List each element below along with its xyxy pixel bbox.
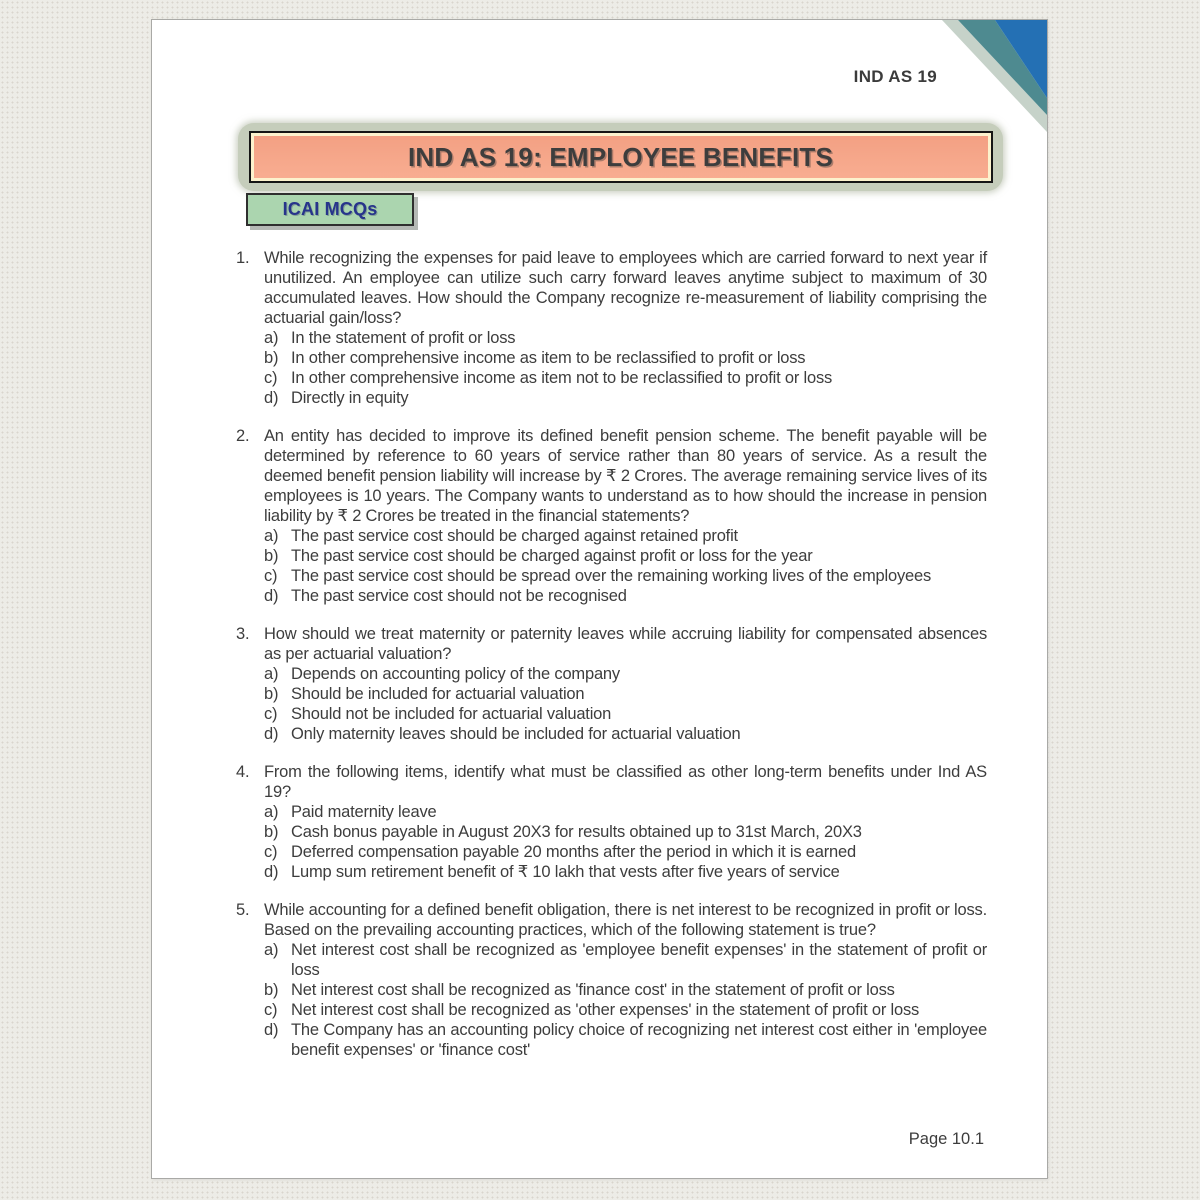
option-item (264, 822, 987, 842)
page-sheet (151, 19, 1048, 1179)
option-letter: b) (264, 349, 279, 367)
option-text: Cash bonus payable in August 20X3 for results obtained up to 31st March, 20X3 (291, 823, 862, 841)
option-letter: a) (264, 665, 279, 683)
page-title: IND AS 19: EMPLOYEE BENEFITS (407, 141, 834, 172)
option-text: Depends on accounting policy of the company (291, 665, 620, 683)
option-item (264, 842, 987, 862)
option-letter: a) (264, 527, 279, 545)
question-number: 2. (236, 427, 250, 445)
option-letter: a) (264, 329, 279, 347)
option-letter: c) (264, 369, 278, 387)
option-letter: c) (264, 567, 278, 585)
option-letter: b) (264, 547, 279, 565)
option-letter: c) (264, 843, 278, 861)
question-text: From the following items, identify what must be classified as other long-term benefits under Ind AS 19? (264, 763, 987, 801)
option-letter: c) (264, 705, 278, 723)
option-letter: b) (264, 685, 279, 703)
question-text: An entity has decided to improve its defined benefit pension scheme. The benefit payable will be determined by reference to 60 years of service rather than 80 years of service. As a result the deemed benefit pension liability will increase by ₹ 2 Crores. The average remaining service lives of its employees is 10 years. The Company wants to understand as to how should the increase in pension liability by ₹ 2 Crores be treated in the financial statements? (264, 427, 987, 525)
title-banner-fill (251, 133, 991, 181)
option-letter: c) (264, 1001, 278, 1019)
option-item (264, 388, 987, 408)
option-item (264, 724, 987, 744)
icai-mcqs-badge (246, 193, 414, 226)
option-text: Lump sum retirement benefit of ₹ 10 lakh that vests after five years of service (291, 863, 840, 881)
options-list (264, 328, 987, 408)
option-letter: a) (264, 803, 279, 821)
option-item (264, 940, 987, 980)
option-item (264, 1000, 987, 1020)
option-item (264, 980, 987, 1000)
option-text: Net interest cost shall be recognized as 'finance cost' in the statement of profit or loss (291, 981, 895, 999)
title-banner-frame (249, 131, 993, 183)
options-list (264, 940, 987, 1060)
option-text: The past service cost should be charged against retained profit (291, 527, 738, 545)
option-item (264, 704, 987, 724)
question-item (236, 762, 987, 882)
option-letter: d) (264, 389, 279, 407)
option-letter: d) (264, 1021, 279, 1039)
badge-label: ICAI MCQs (282, 199, 378, 219)
options-list (264, 526, 987, 606)
option-item (264, 586, 987, 606)
corner-decoration (927, 20, 1047, 140)
question-text: While accounting for a defined benefit obligation, there is net interest to be recognized in profit or loss. Based on the prevailing accounting practices, which of the following statement is true? (264, 901, 987, 939)
option-text: In other comprehensive income as item to be reclassified to profit or loss (291, 349, 806, 367)
questions-list (236, 248, 987, 1078)
option-item (264, 1020, 987, 1060)
question-item (236, 248, 987, 408)
option-text: Directly in equity (291, 389, 409, 407)
option-text: Only maternity leaves should be included for actuarial valuation (291, 725, 741, 743)
option-item (264, 368, 987, 388)
option-text: The past service cost should be spread over the remaining working lives of the employees (291, 567, 931, 585)
option-text: Should not be included for actuarial valuation (291, 705, 612, 723)
option-text: Deferred compensation payable 20 months after the period in which it is earned (291, 843, 856, 861)
options-list (264, 664, 987, 744)
question-text: How should we treat maternity or paternity leaves while accruing liability for compensated absences as per actuarial valuation? (264, 625, 987, 663)
option-item (264, 802, 987, 822)
option-item (264, 664, 987, 684)
option-letter: b) (264, 981, 279, 999)
question-item (236, 624, 987, 744)
option-text: The past service cost should not be recognised (291, 587, 627, 605)
title-banner (238, 123, 1003, 191)
option-item (264, 328, 987, 348)
question-number: 1. (236, 249, 250, 267)
option-item (264, 526, 987, 546)
option-letter: d) (264, 863, 279, 881)
question-number: 5. (236, 901, 250, 919)
option-text: In the statement of profit or loss (291, 329, 516, 347)
question-number: 4. (236, 763, 250, 781)
options-list (264, 802, 987, 882)
option-item (264, 684, 987, 704)
question-number: 3. (236, 625, 250, 643)
header-label: IND AS 19 (853, 67, 937, 86)
question-text: While recognizing the expenses for paid leave to employees which are carried forward to next year if unutilized. An employee can utilize such carry forward leaves anytime subject to maximum of 30 accumulated leaves. How should the Company recognize re-measurement of liability comprising the actuarial gain/loss? (264, 249, 987, 327)
option-letter: d) (264, 725, 279, 743)
option-item (264, 566, 987, 586)
option-letter: b) (264, 823, 279, 841)
option-letter: d) (264, 587, 279, 605)
option-text: Paid maternity leave (291, 803, 437, 821)
option-text: Should be included for actuarial valuation (291, 685, 585, 703)
option-item (264, 546, 987, 566)
question-item (236, 426, 987, 606)
question-item (236, 900, 987, 1060)
option-text: The past service cost should be charged against profit or loss for the year (291, 547, 813, 565)
option-item (264, 348, 987, 368)
option-text: In other comprehensive income as item not to be reclassified to profit or loss (291, 369, 833, 387)
option-item (264, 862, 987, 882)
footer-page-number: Page 10.1 (908, 1130, 984, 1148)
option-text: Net interest cost shall be recognized as 'employee benefit expenses' in the statement of profit or loss (291, 941, 987, 979)
option-letter: a) (264, 941, 279, 959)
option-text: Net interest cost shall be recognized as 'other expenses' in the statement of profit or loss (291, 1001, 920, 1019)
option-text: The Company has an accounting policy choice of recognizing net interest cost either in 'employee benefit expenses' or 'finance cost' (291, 1021, 987, 1059)
